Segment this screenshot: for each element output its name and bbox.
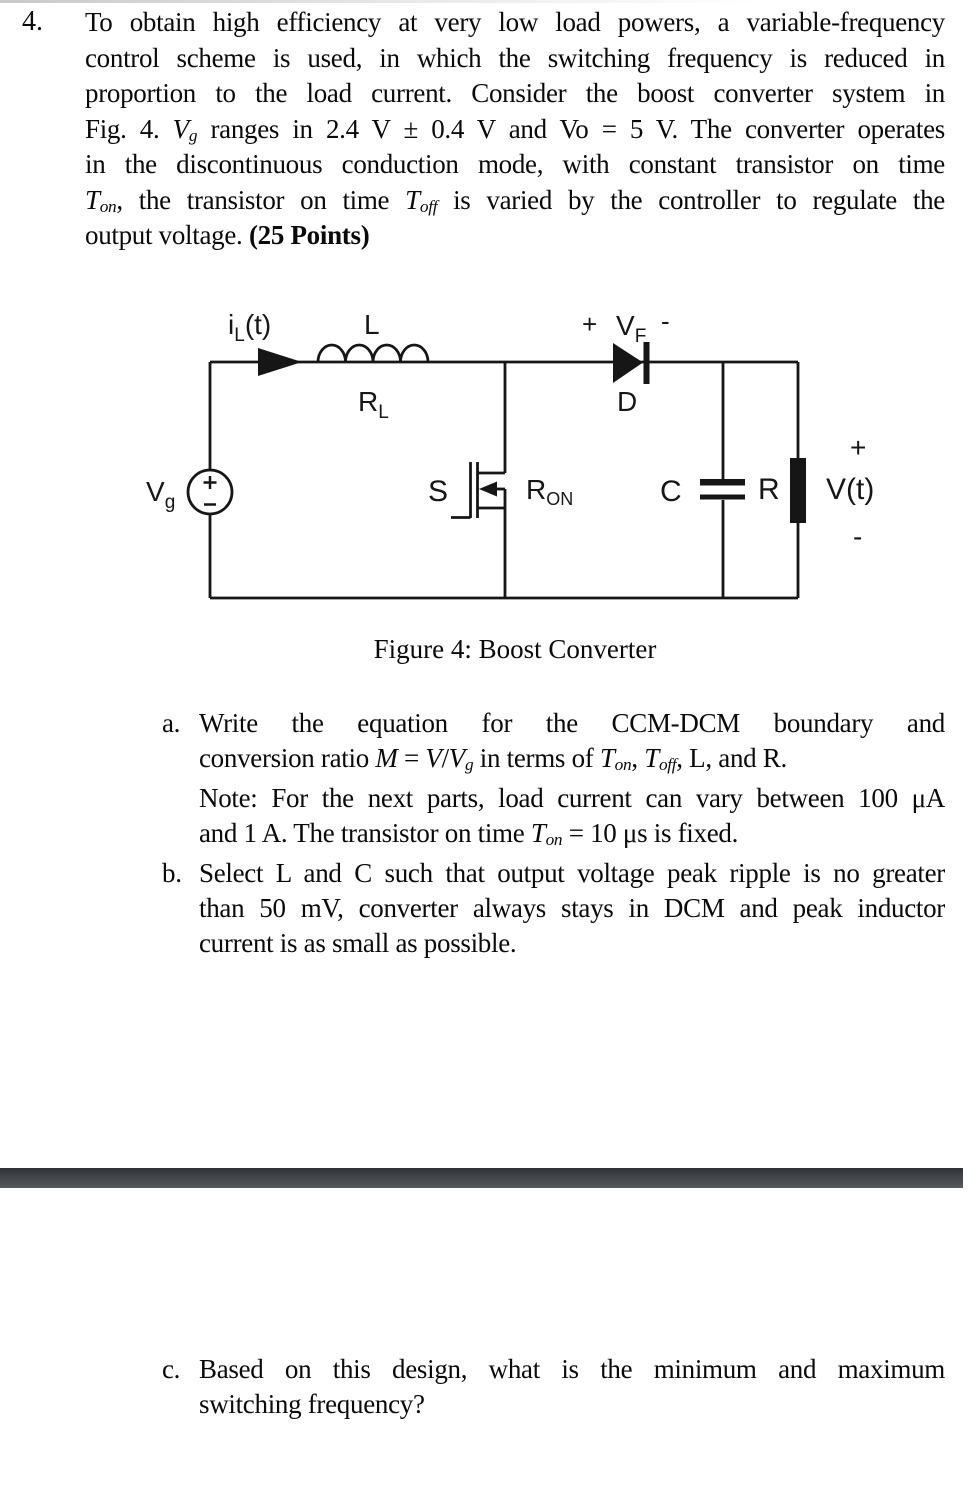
text-segment: = 10 μs is fixed. [562, 818, 739, 848]
text-segment: Fig. 4. [85, 113, 173, 144]
diode-voltage-minus-label: - [661, 306, 670, 336]
part-b [160, 856, 945, 961]
text-segment: (25 Points) [248, 220, 370, 250]
text-segment: / [441, 743, 449, 773]
diode-voltage-plus-label: + [582, 309, 598, 339]
text-segment: off [658, 755, 677, 775]
part-c-label: c. [162, 1354, 181, 1384]
capacitor-label: C [660, 475, 682, 508]
text-segment: conversion ratio [199, 743, 376, 773]
part-a-and-b [160, 706, 945, 961]
text-segment: V [425, 743, 442, 773]
text-segment: Based on this design, what is the minimum and maximum [199, 1354, 945, 1384]
text-segment: T [530, 818, 546, 848]
text-segment: V [172, 113, 189, 144]
problem-statement [85, 5, 945, 254]
text-segment: Note: For the next parts, load current can vary between 100 μA [199, 783, 945, 813]
text-line [85, 218, 945, 254]
text-line [199, 926, 945, 961]
text-segment: T [405, 184, 420, 215]
diode-label: D [617, 386, 638, 417]
text-segment: in terms of [473, 743, 600, 773]
text-line [85, 147, 945, 183]
inductor-resistance-label: $R_L$ [358, 386, 389, 423]
text-segment: control scheme is used, in which the switching frequency is reduced in [85, 42, 945, 73]
circuit-wires [188, 345, 798, 598]
capacitor-plate-top [700, 479, 745, 486]
text-segment: , L, and R. [676, 743, 787, 773]
text-segment: , the transistor on time [116, 184, 406, 215]
current-arrow-icon [258, 348, 302, 376]
text-segment: T [644, 743, 659, 773]
text-segment: Write the equation for the CCM-DCM boundary and [199, 708, 945, 738]
text-segment: Select L and C such that output voltage peak ripple is no greater [199, 858, 945, 888]
switch-label: S [428, 475, 449, 508]
window-top-edge [0, 0, 973, 3]
text-line [199, 1352, 945, 1387]
part-a-note [199, 781, 945, 851]
text-segment: To obtain high efficiency at very low load powers, a variable-frequency [85, 7, 945, 37]
boost-converter-schematic [140, 300, 900, 620]
text-segment: in the discontinuous conduction mode, with constant transistor on time [85, 149, 945, 179]
text-segment: on [614, 755, 632, 775]
text-line [85, 41, 945, 77]
part-b-body [199, 856, 945, 961]
mosfet-switch [451, 462, 505, 518]
text-line [85, 5, 945, 41]
part-a-body [199, 706, 945, 776]
text-segment: on [545, 830, 563, 850]
text-segment: than 50 mV, converter always stays in DCM and peak inductor [199, 893, 945, 923]
circuit-labels [146, 306, 874, 552]
diode-voltage-label: $V_F$ [616, 310, 647, 347]
text-segment: output voltage. [85, 220, 249, 250]
text-segment: is varied by the controller to regulate the [437, 184, 945, 215]
output-plus-label: + [850, 432, 867, 463]
text-line [199, 816, 945, 851]
text-line [199, 891, 945, 926]
inductor-coil [318, 345, 428, 362]
text-segment: T [599, 743, 615, 773]
input-voltage-label: $V_g$ [146, 476, 176, 513]
text-line [199, 856, 945, 891]
text-line [199, 781, 945, 816]
text-segment: and 1 A. The transistor on time [199, 818, 531, 848]
text-segment: = [397, 743, 426, 773]
output-voltage-label: V(t) [826, 473, 875, 506]
inductor-label: L [364, 309, 380, 340]
text-segment: g [465, 755, 474, 775]
text-segment: ranges in 2.4 V ± 0.4 V and Vo = 5 V. The converter operates [197, 113, 945, 144]
part-c [160, 1352, 945, 1422]
figure-caption: Figure 4: Boost Converter [373, 634, 657, 664]
page-break-divider [0, 1168, 963, 1188]
text-line [199, 1387, 945, 1422]
on-resistance-label: $R_{ON}$ [526, 474, 574, 509]
text-segment: M [375, 743, 398, 773]
output-minus-label: - [853, 521, 863, 552]
text-segment: current is as small as possible. [199, 928, 517, 958]
text-line [199, 741, 945, 776]
text-segment: g [188, 125, 198, 145]
text-segment: switching frequency? [199, 1389, 425, 1419]
diode-cathode-bar [644, 342, 650, 384]
diode-triangle [613, 343, 643, 383]
text-segment: proportion to the load current. Consider the boost converter system in [85, 78, 945, 108]
text-segment: V [448, 743, 465, 773]
inductor-current-label: $i_L(t)$ [228, 309, 272, 346]
problem-number: 4. [22, 6, 43, 37]
part-b-label: b. [162, 858, 182, 888]
capacitor-plate-bottom [700, 495, 745, 500]
text-segment: , [631, 743, 645, 773]
text-line [85, 76, 945, 112]
text-line [199, 706, 945, 741]
part-c-body [199, 1352, 945, 1422]
load-resistor-body [790, 458, 806, 523]
load-resistor-label: R [758, 473, 780, 506]
text-segment: off [419, 196, 438, 216]
text-line [85, 112, 945, 148]
text-segment: T [85, 184, 100, 215]
text-line [85, 183, 945, 219]
part-a-label: a. [162, 708, 181, 738]
text-segment: on [99, 196, 117, 216]
